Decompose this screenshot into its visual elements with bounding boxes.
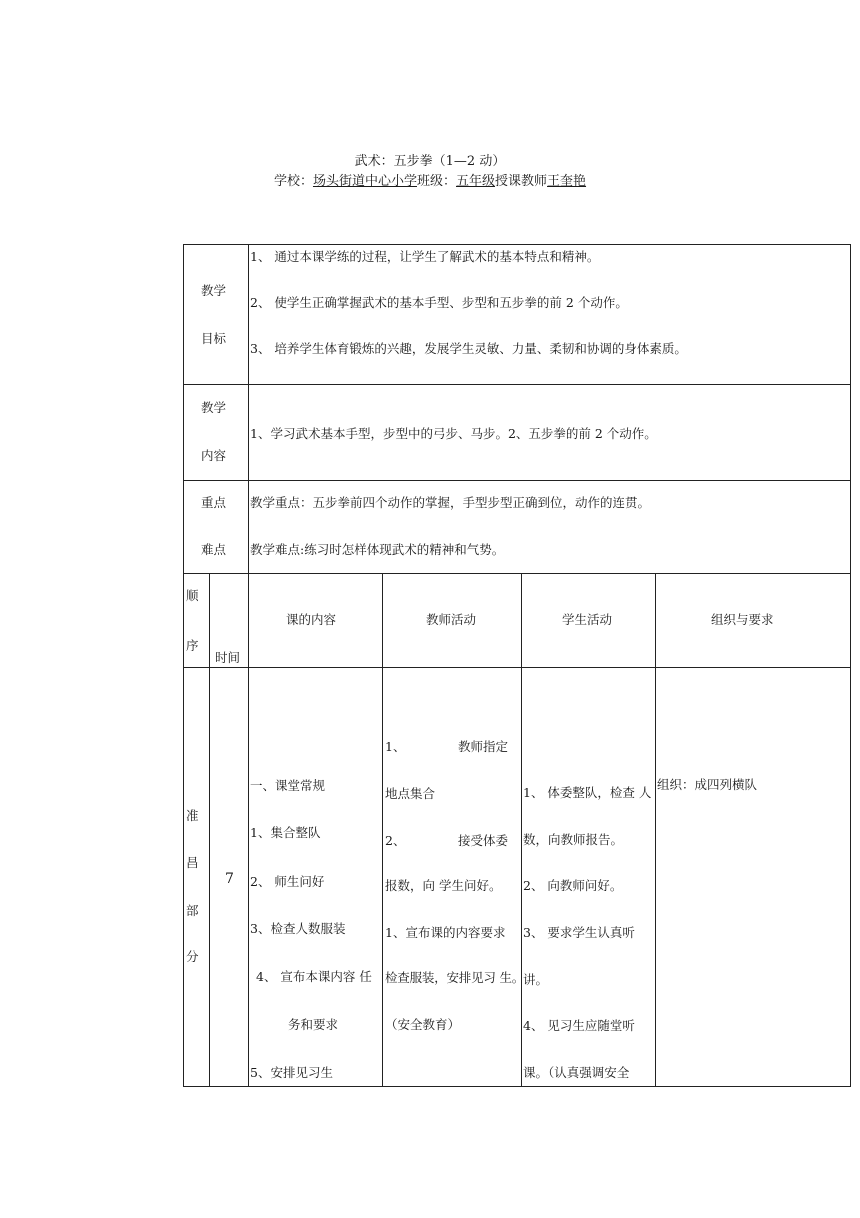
goals-label-2: 目标: [201, 331, 227, 346]
row-divider-content: [183, 480, 851, 481]
student-activity: 数，向教师报告。: [523, 832, 624, 847]
lesson-item: 2、 师生问好: [250, 874, 325, 889]
student-activity: 4、 见习生应随堂听: [523, 1018, 635, 1033]
teacher-activity: 报数，向 学生问好。: [385, 878, 502, 893]
keypoints-label-1: 重点: [201, 495, 227, 510]
teacher-activity: 接受体委: [458, 833, 509, 848]
goal-item: 2、 使学生正确掌握武术的基本手型、步型和五步拳的前 2 个动作。: [250, 295, 628, 310]
col-header-time: 时间: [215, 650, 241, 665]
teacher-activity: 教师指定: [458, 739, 509, 754]
row-divider-keypoints: [183, 573, 851, 574]
lesson-item: 5、安排见习生: [250, 1065, 333, 1080]
class-name: 五年级: [456, 174, 496, 189]
student-activity: 课。（认真强调安全: [523, 1065, 630, 1080]
row-divider-goals: [183, 384, 851, 385]
col-divider-lesson: [382, 573, 383, 1087]
teacher-name: 王奎艳: [547, 174, 587, 189]
lesson-item: 务和要求: [288, 1017, 339, 1032]
key-point-text: 教学重点：五步拳前四个动作的掌握，手型步型正确到位，动作的连贯。: [250, 495, 651, 510]
lesson-plan-table: [183, 244, 851, 1087]
row-divider-header: [183, 667, 851, 668]
col-divider-label: [248, 244, 249, 1087]
content-text: 1、学习武术基本手型，步型中的弓步、马步。2、五步拳的前 2 个动作。: [250, 426, 657, 441]
teacher-activity: 1、宣布课的内容要求: [385, 925, 506, 940]
student-activity: 2、 向教师问好。: [523, 878, 623, 893]
teacher-activity: 1、: [385, 739, 406, 754]
col-divider-teacher: [521, 573, 522, 1087]
part-label-char: 分: [186, 949, 199, 964]
col-header-order-1: 顺: [186, 588, 199, 603]
lesson-item: 一、课堂常规: [250, 778, 326, 793]
student-activity: 1、 体委整队，检查 人: [523, 785, 652, 800]
col-divider-student: [655, 573, 656, 1087]
goals-label-1: 教学: [201, 283, 227, 298]
class-label: 班级：: [416, 174, 456, 189]
col-header-order-2: 序: [186, 638, 199, 653]
teacher-activity: （安全教育）: [385, 1017, 461, 1032]
goal-item: 3、 培养学生体育锻炼的兴趣，发展学生灵敏、力量、柔韧和协调的身体素质。: [250, 341, 687, 356]
lesson-item: 3、检查人数服装: [250, 921, 346, 936]
part-label-char: 昌: [186, 855, 199, 870]
school-label: 学校：: [273, 174, 313, 189]
section-time: 7: [225, 871, 234, 887]
col-header-lesson: 课的内容: [286, 612, 337, 627]
organization-text: 组织：成四列横队: [657, 777, 758, 792]
teacher-activity: 地点集合: [385, 786, 436, 801]
lesson-item: 1、集合整队: [250, 825, 321, 840]
teacher-label: 授课教师: [495, 174, 548, 189]
part-label-char: 部: [186, 903, 199, 918]
lesson-title: 武术：五步拳（1—2 动）: [354, 154, 506, 169]
school-name: 场头街道中心小学: [312, 174, 417, 189]
keypoints-label-2: 难点: [201, 542, 227, 557]
goal-item: 1、 通过本课学练的过程，让学生了解武术的基本特点和精神。: [250, 249, 600, 264]
teacher-activity: 检查服装，安排见习 生。: [385, 970, 525, 985]
col-divider-order: [209, 573, 210, 1087]
student-activity: 3、 要求学生认真听: [523, 925, 635, 940]
content-label-1: 教学: [201, 400, 227, 415]
content-label-2: 内容: [201, 448, 227, 463]
part-label-char: 准: [186, 808, 199, 823]
teacher-activity: 2、: [385, 833, 406, 848]
student-activity: 讲。: [523, 972, 549, 987]
difficult-point-text: 教学难点:练习时怎样体现武术的精神和气势。: [250, 542, 505, 557]
col-header-student: 学生活动: [562, 612, 613, 627]
lesson-item: 4、 宣布本课内容 任: [256, 969, 372, 984]
lesson-info-line: [0, 170, 860, 189]
col-header-org: 组织与要求: [711, 612, 774, 627]
col-header-teacher: 教师活动: [426, 612, 477, 627]
